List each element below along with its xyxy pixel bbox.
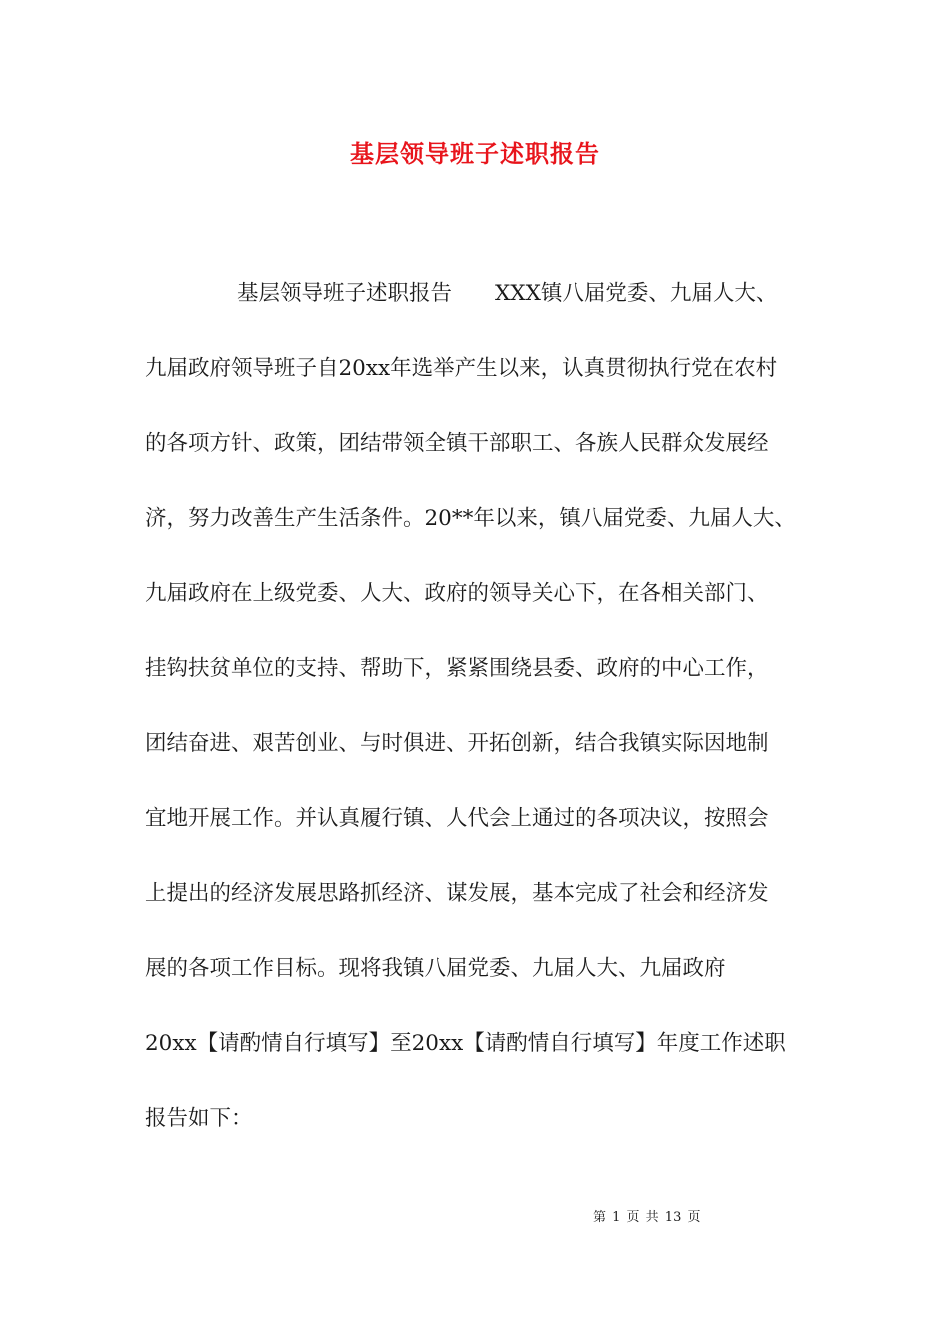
body-line: 基层领导班子述职报告 XXX镇八届党委、九届人大、	[237, 281, 778, 306]
body-line: 的各项方针、政策，团结带领全镇干部职工、各族人民群众发展经	[145, 431, 769, 456]
body-line: 济，努力改善生产生活条件。20**年以来，镇八届党委、九届人大、	[145, 506, 796, 531]
page-number: 第 1 页 共 13 页	[593, 1210, 701, 1225]
body-line: 九届政府领导班子自20xx年选举产生以来，认真贯彻执行党在农村	[145, 356, 778, 381]
body-line: 展的各项工作目标。现将我镇八届党委、九届人大、九届政府	[145, 956, 726, 981]
body-line: 九届政府在上级党委、人大、政府的领导关心下，在各相关部门、	[145, 581, 769, 606]
body-line: 报告如下：	[145, 1106, 253, 1131]
document-body	[145, 276, 825, 1176]
body-line: 宜地开展工作。并认真履行镇、人代会上通过的各项决议，按照会	[145, 806, 769, 831]
body-line: 20xx【请酌情自行填写】至20xx【请酌情自行填写】年度工作述职	[145, 1031, 786, 1056]
body-line: 团结奋进、艰苦创业、与时俱进、开拓创新，结合我镇实际因地制	[145, 731, 769, 756]
document-title: 基层领导班子述职报告	[350, 139, 600, 168]
body-line: 挂钩扶贫单位的支持、帮助下，紧紧围绕县委、政府的中心工作，	[145, 656, 769, 681]
body-line: 上提出的经济发展思路抓经济、谋发展，基本完成了社会和经济发	[145, 881, 769, 906]
